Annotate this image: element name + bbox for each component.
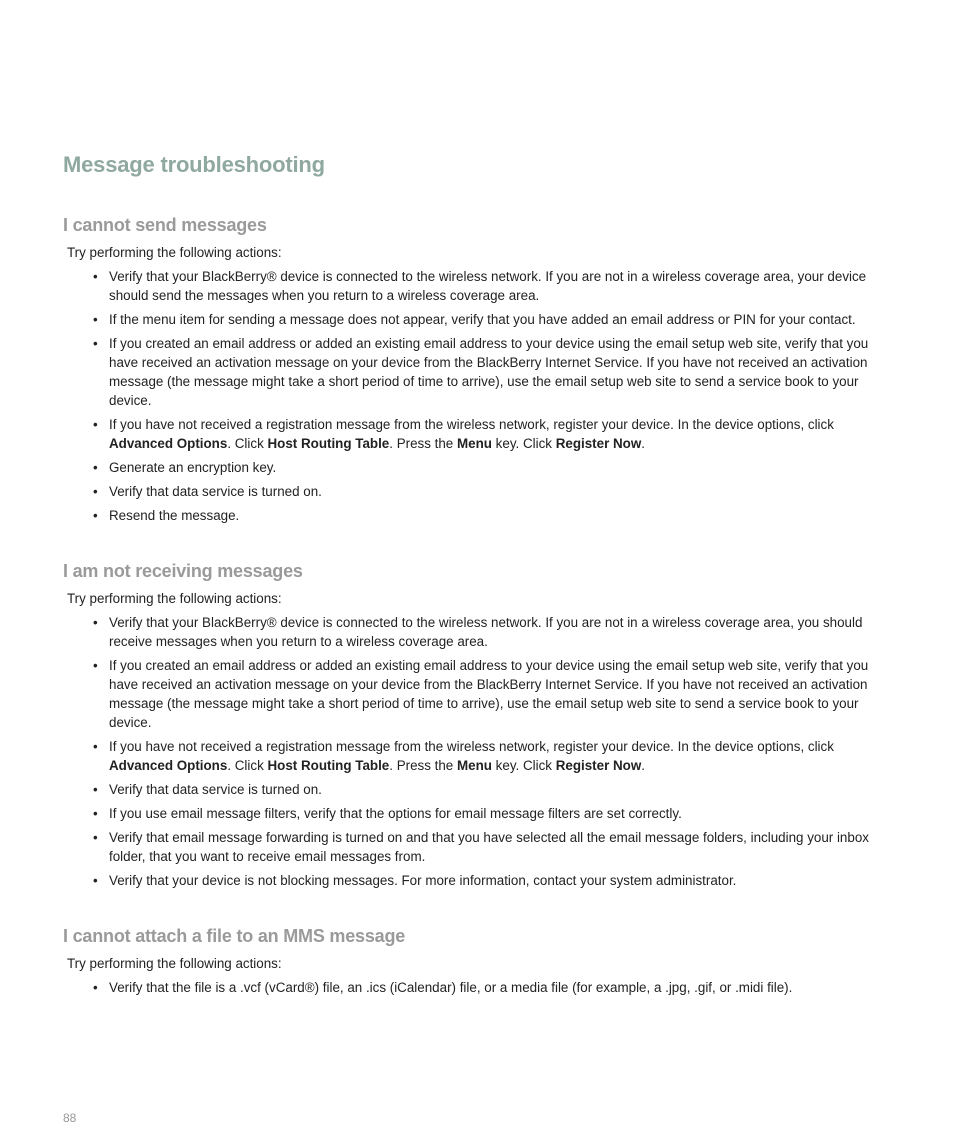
list-item: • If you created an email address or added an existing email address to your device using the email setup web site, verify that you have received an activation message on your device from the BlackBerry Internet Service. If you have not received an activation message (the message might take a short period of time to arrive), use the email setup web site to send a service book to your device. <box>93 658 869 730</box>
ui-term: Menu <box>456 758 492 773</box>
bullet-icon: • <box>93 484 98 499</box>
list-item: • If you have not received a registration message from the wireless network, register your device. In the device options, click Advanced Options. Click Host Routing Table. Press the Menu key. Click Register Now. <box>93 739 834 773</box>
action-list <box>63 267 893 525</box>
section-heading: I cannot send messages <box>63 215 267 235</box>
bullet-icon: • <box>93 739 98 754</box>
bullet-icon: • <box>93 508 98 523</box>
ui-term: Register Now <box>555 758 642 773</box>
bullet-icon: • <box>93 980 98 995</box>
ui-term: Register Now <box>555 436 642 451</box>
action-list <box>63 613 893 890</box>
bullet-icon: • <box>93 312 98 327</box>
bullet-icon: • <box>93 336 98 351</box>
ui-term: Host Routing Table <box>267 758 390 773</box>
list-item: • Verify that data service is turned on. <box>93 484 322 499</box>
page-number: 88 <box>63 1111 77 1125</box>
ui-term: Advanced Options <box>109 436 228 451</box>
section-intro: Try performing the following actions: <box>67 591 282 606</box>
list-item: • Verify that your BlackBerry® device is connected to the wireless network. If you are not in a wireless coverage area, you should receive messages when you return to a wireless coverage area. <box>93 615 863 649</box>
list-item: • Resend the message. <box>93 508 240 523</box>
list-item: • Verify that your BlackBerry® device is connected to the wireless network. If you are not in a wireless coverage area, your device should send the messages when you return to a wireless coverage area. <box>93 269 867 303</box>
list-item: • Verify that data service is turned on. <box>93 782 322 797</box>
ui-term: Advanced Options <box>109 758 228 773</box>
action-list <box>63 978 893 997</box>
bullet-icon: • <box>93 873 98 888</box>
list-item: • Verify that email message forwarding is turned on and that you have selected all the email message folders, including your inbox folder, that you want to receive email messages from. <box>93 830 869 864</box>
section-intro: Try performing the following actions: <box>67 956 282 971</box>
bullet-icon: • <box>93 658 98 673</box>
list-item: • Generate an encryption key. <box>93 460 277 475</box>
section-heading: I am not receiving messages <box>63 561 303 581</box>
section-cannot-attach <box>63 924 893 1002</box>
list-item: • Verify that your device is not blocking messages. For more information, contact your system administrator. <box>93 873 737 888</box>
ui-term: Menu <box>456 436 492 451</box>
bullet-icon: • <box>93 417 98 432</box>
section-not-receiving <box>63 559 893 895</box>
section-heading: I cannot attach a file to an MMS message <box>63 926 406 946</box>
bullet-icon: • <box>93 615 98 630</box>
list-item: • Verify that the file is a .vcf (vCard®) file, an .ics (iCalendar) file, or a media file (for example, a .jpg, .gif, or .midi file). <box>93 980 793 995</box>
page-title: Message troubleshooting <box>63 152 325 177</box>
bullet-icon: • <box>93 806 98 821</box>
bullet-icon: • <box>93 830 98 845</box>
list-item: • If you have not received a registration message from the wireless network, register your device. In the device options, click Advanced Options. Click Host Routing Table. Press the Menu key. Click Register Now. <box>93 417 834 451</box>
section-intro: Try performing the following actions: <box>67 245 282 260</box>
section-cannot-send <box>63 213 893 530</box>
ui-term: Host Routing Table <box>267 436 390 451</box>
bullet-icon: • <box>93 269 98 284</box>
bullet-icon: • <box>93 782 98 797</box>
list-item: • If you use email message filters, verify that the options for email message filters are set correctly. <box>93 806 682 821</box>
list-item: • If you created an email address or added an existing email address to your device using the email setup web site, verify that you have received an activation message on your device from the BlackBerry Internet Service. If you have not received an activation message (the message might take a short period of time to arrive), use the email setup web site to send a service book to your device. <box>93 336 869 408</box>
list-item: • If the menu item for sending a message does not appear, verify that you have added an email address or PIN for your contact. <box>93 312 856 327</box>
bullet-icon: • <box>93 460 98 475</box>
